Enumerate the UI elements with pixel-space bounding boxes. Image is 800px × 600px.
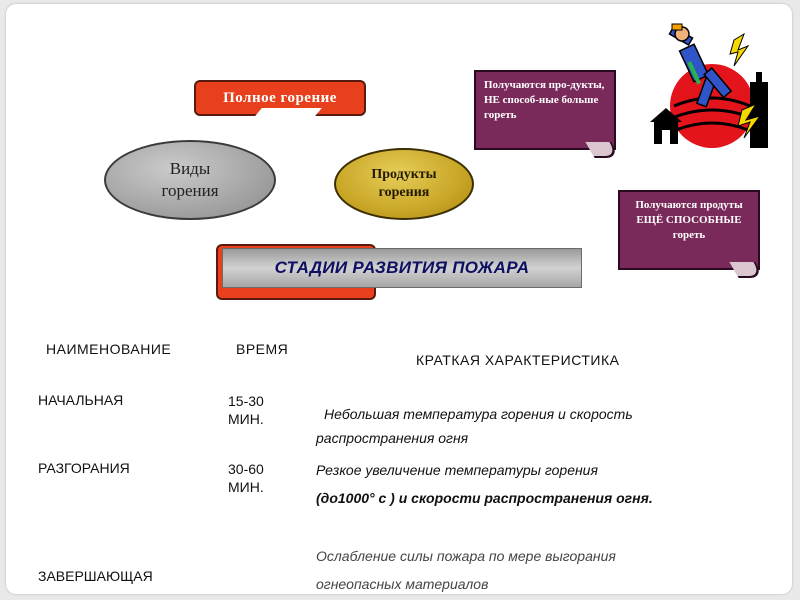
row-initial-name: НАЧАЛЬНАЯ xyxy=(38,392,124,408)
row-initial-time xyxy=(228,392,264,428)
page-curl xyxy=(729,262,764,278)
note-non-combustible-products xyxy=(474,70,616,150)
combustion-types-ellipse xyxy=(104,140,276,220)
row-growth-desc-line1: Резкое увеличение температуры горения xyxy=(316,462,598,478)
row-initial-desc-line1: Небольшая температура горения и скорость xyxy=(324,406,633,422)
row-growth-time-unit: МИН. xyxy=(228,479,264,495)
header-description: КРАТКАЯ ХАРАКТЕРИСТИКА xyxy=(416,352,620,368)
stages-title: СТАДИИ РАЗВИТИЯ ПОЖАРА xyxy=(274,258,530,277)
row-growth-description xyxy=(316,456,653,512)
full-combustion-box xyxy=(194,80,366,116)
fire-clipart-icon xyxy=(646,20,776,152)
stages-title-bar xyxy=(222,248,582,288)
arrow-highlight xyxy=(250,108,322,122)
row-final-desc-line1: Ослабление силы пожара по мере выгорания xyxy=(316,548,616,564)
row-final-name: ЗАВЕРШАЮЩАЯ xyxy=(38,568,153,584)
combustion-products-label-2: горения xyxy=(378,185,430,200)
note-combustible-text: Получаются продуты ЕЩЁ СПОСОБНЫЕ гореть xyxy=(635,199,743,241)
combustion-types-label-1: Виды xyxy=(169,159,211,178)
row-growth-desc-line2: (до1000° с ) и скорости распространения огня. xyxy=(316,490,653,506)
note-combustible-products xyxy=(618,190,760,270)
row-final-description xyxy=(316,542,616,594)
connector-wedge xyxy=(256,134,272,144)
row-growth-time xyxy=(228,460,264,496)
connector-wedge xyxy=(458,204,474,216)
header-time: ВРЕМЯ xyxy=(236,341,289,357)
row-initial-description xyxy=(316,402,633,450)
combustion-products-ellipse xyxy=(334,148,474,220)
row-initial-time-unit: МИН. xyxy=(228,411,264,427)
page-curl xyxy=(585,142,620,158)
row-growth-name: РАЗГОРАНИЯ xyxy=(38,460,130,476)
slide xyxy=(6,4,792,594)
combustion-products-label-1: Продукты xyxy=(371,167,437,182)
row-final-desc-line2: огнеопасных материалов xyxy=(316,576,489,592)
row-growth-time-value: 30-60 xyxy=(228,461,264,477)
note-non-combustible-text: Получаются про-дукты, НЕ способ-ные больше гореть xyxy=(484,79,605,121)
row-initial-time-value: 15-30 xyxy=(228,393,264,409)
full-combustion-label: Полное горение xyxy=(223,89,337,106)
combustion-types-label-2: горения xyxy=(161,181,219,200)
row-initial-desc-line2: распространения огня xyxy=(316,430,469,446)
header-name: НАИМЕНОВАНИЕ xyxy=(46,341,172,357)
